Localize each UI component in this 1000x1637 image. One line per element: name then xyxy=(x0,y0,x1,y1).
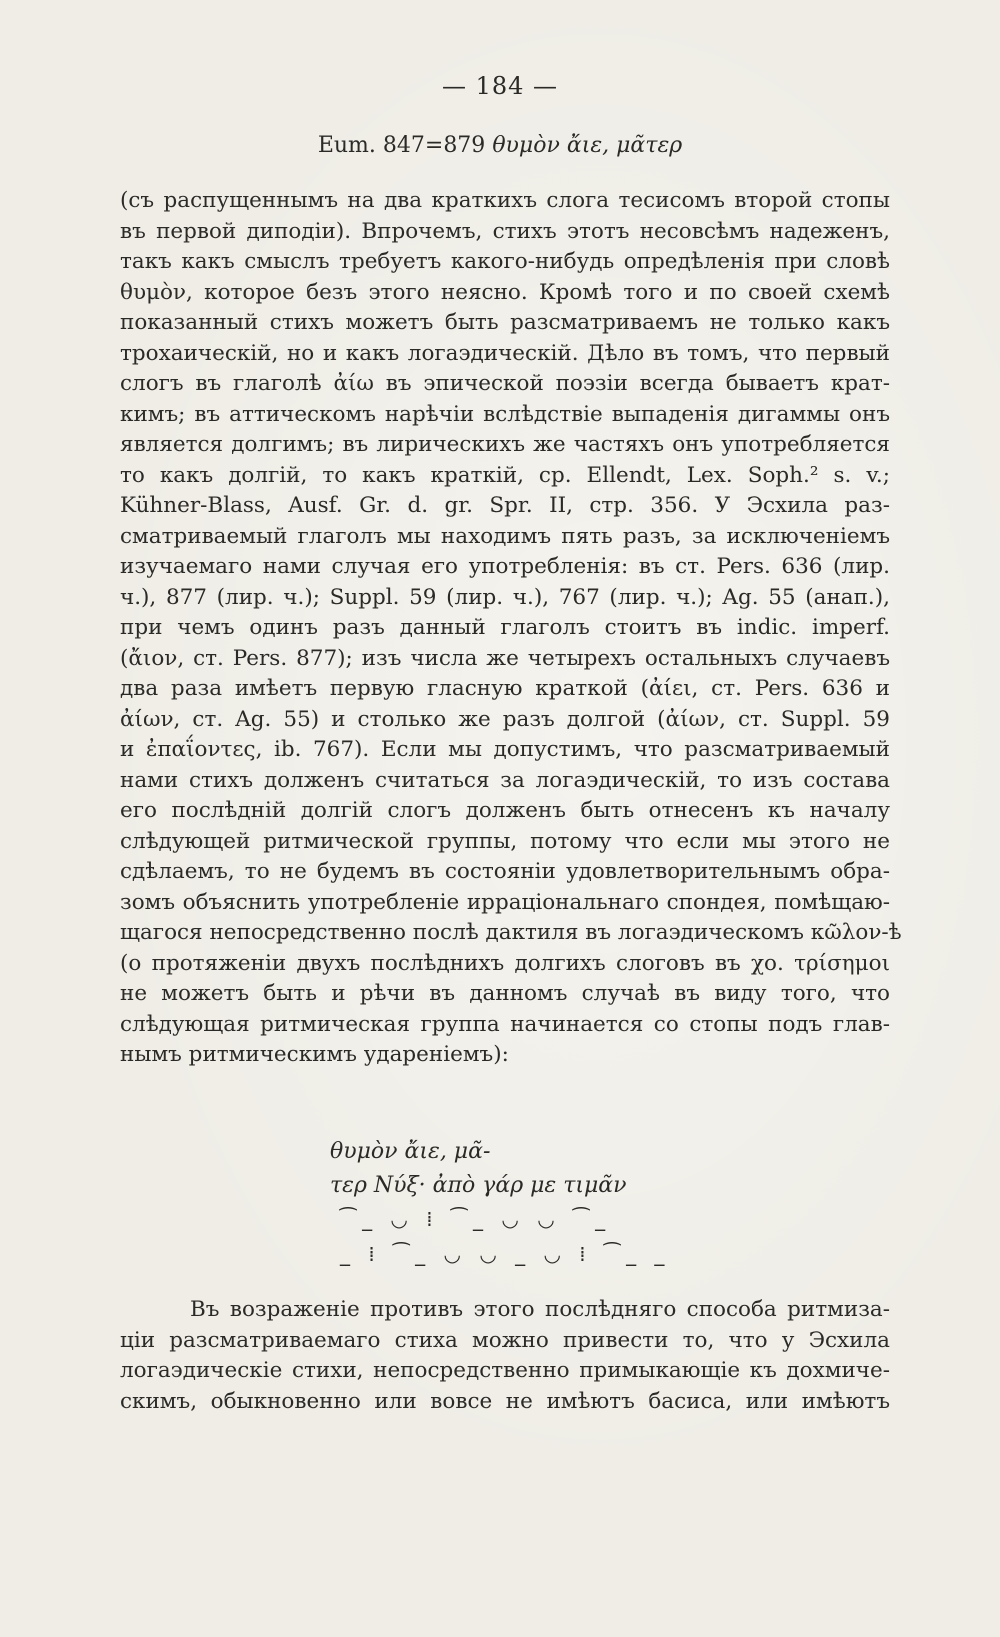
text-line: изучаемаго нами случая его употребленія: въ ст. Pers. 636 (лир. xyxy=(120,554,890,579)
text-line: то какъ долгій, то какъ краткій, ср. Ellendt, Lex. Soph.² s. v.; xyxy=(120,462,890,488)
text-line: ἀίων, ст. Ag. 55) и столько же разъ долгой (ἀίων, ст. Suppl. 59 xyxy=(120,706,890,732)
text-line: (о протяженіи двухъ послѣднихъ долгихъ слоговъ въ χο. τρίσημοι xyxy=(120,950,890,976)
text-line: трохаическій, но и какъ логаэдическій. Дѣло въ томъ, что первый xyxy=(120,340,890,366)
text-line: показанный стихъ можетъ быть разсматриваемъ не только какъ xyxy=(120,310,890,335)
text-line: слогъ въ глаголѣ ἀίω въ эпической поэзіи всегда бываетъ крат- xyxy=(120,371,890,396)
verse-reference-heading xyxy=(0,133,1000,158)
text-line: логаэдическіе стихи, непосредственно примыкающіе къ дохмиче- xyxy=(120,1358,890,1383)
text-line: его послѣдній долгій слогъ долженъ быть отнесенъ къ началу xyxy=(120,798,890,823)
text-line: при чемъ одинъ разъ данный глаголъ стоитъ въ indic. imperf. xyxy=(120,615,890,640)
text-line: и ἐπαΐοντες, ib. 767). Если мы допустимъ, что разсматриваемый xyxy=(120,737,890,762)
text-line: слѣдующая ритмическая группа начинается со стопы подъ глав- xyxy=(120,1011,890,1037)
metrical-scheme-line: _ ⁞ ⁀_ ◡ ◡ _ ◡ ⁞ ⁀_ _ xyxy=(340,1242,671,1266)
text-line: два раза имѣетъ первую гласную краткой (ἀίει, ст. Pers. 636 и xyxy=(120,676,890,701)
metrical-scheme-line: ⁀_ ◡ ⁞ ⁀_ ◡ ◡ ⁀_ xyxy=(340,1207,612,1231)
text-line: нымъ ритмическимъ удареніемъ): xyxy=(120,1042,509,1067)
text-line: въ первой диподіи). Впрочемъ, стихъ этотъ несовсѣмъ надеженъ, xyxy=(120,218,890,244)
page-number: — 184 — xyxy=(441,72,559,100)
text-line: зомъ объяснить употребленіе ирраціональнаго спондея, помѣщаю- xyxy=(120,889,890,915)
text-line: щагося непосредственно послѣ дактиля въ логаэдическомъ κῶλον-ѣ xyxy=(120,920,902,945)
text-line: Въ возраженіе противъ этого послѣдняго способа ритмиза- xyxy=(190,1297,890,1322)
text-line: сдѣлаемъ, то не будемъ въ состояніи удовлетворительнымъ обра- xyxy=(120,859,890,884)
text-line: сматриваемый глаголъ мы находимъ пять разъ, за исключеніемъ xyxy=(120,523,890,549)
text-line: ціи разсматриваемаго стиха можно привести то, что у Эсхила xyxy=(120,1327,890,1353)
text-line: (ἄιον, ст. Pers. 877); изъ числа же четырехъ остальныхъ случаевъ xyxy=(120,645,890,671)
text-line: такъ какъ смыслъ требуетъ какого-нибудь опредѣленія при словѣ xyxy=(120,249,890,274)
paragraph-continuation xyxy=(120,1295,890,1417)
paragraph-main xyxy=(120,186,902,1071)
text-line: нами стихъ долженъ считаться за логаэдическій, то изъ состава xyxy=(120,767,890,793)
verse-line: θυμὸν ἄιε, μᾶ- xyxy=(330,1139,491,1164)
text-line: ч.), 877 (лир. ч.); Suppl. 59 (лир. ч.), 767 (лир. ч.); Ag. 55 (анап.), xyxy=(120,584,890,610)
text-line: θυμὸν, которое безъ этого неясно. Кромѣ того и по своей схемѣ xyxy=(120,279,890,305)
verse-reference-greek: θυμὸν ἄιε, μᾶτερ xyxy=(492,133,683,158)
text-line: кимъ; въ аттическомъ нарѣчіи вслѣдствіе выпаденія дигаммы онъ xyxy=(120,401,890,427)
text-line: Kühner-Blass, Ausf. Gr. d. gr. Spr. II, стр. 356. У Эсхила раз- xyxy=(120,493,890,518)
verse-reference: Eum. 847=879 xyxy=(317,133,493,158)
text-line: является долгимъ; въ лирическихъ же частяхъ онъ употребляется xyxy=(120,432,890,457)
verse-line: τερ Νύξ· ἀπὸ γάρ με τιμᾶν xyxy=(330,1173,627,1198)
text-line: не можетъ быть и рѣчи въ данномъ случаѣ въ виду того, что xyxy=(120,981,890,1006)
greek-verse-quote xyxy=(330,1135,670,1203)
text-line: слѣдующей ритмической группы, потому что если мы этого не xyxy=(120,828,890,854)
text-line: (съ распущеннымъ на два краткихъ слога тесисомъ второй стопы xyxy=(120,188,890,213)
text-line: скимъ, обыкновенно или вовсе не имѣютъ басиса, или имѣютъ xyxy=(120,1388,890,1414)
